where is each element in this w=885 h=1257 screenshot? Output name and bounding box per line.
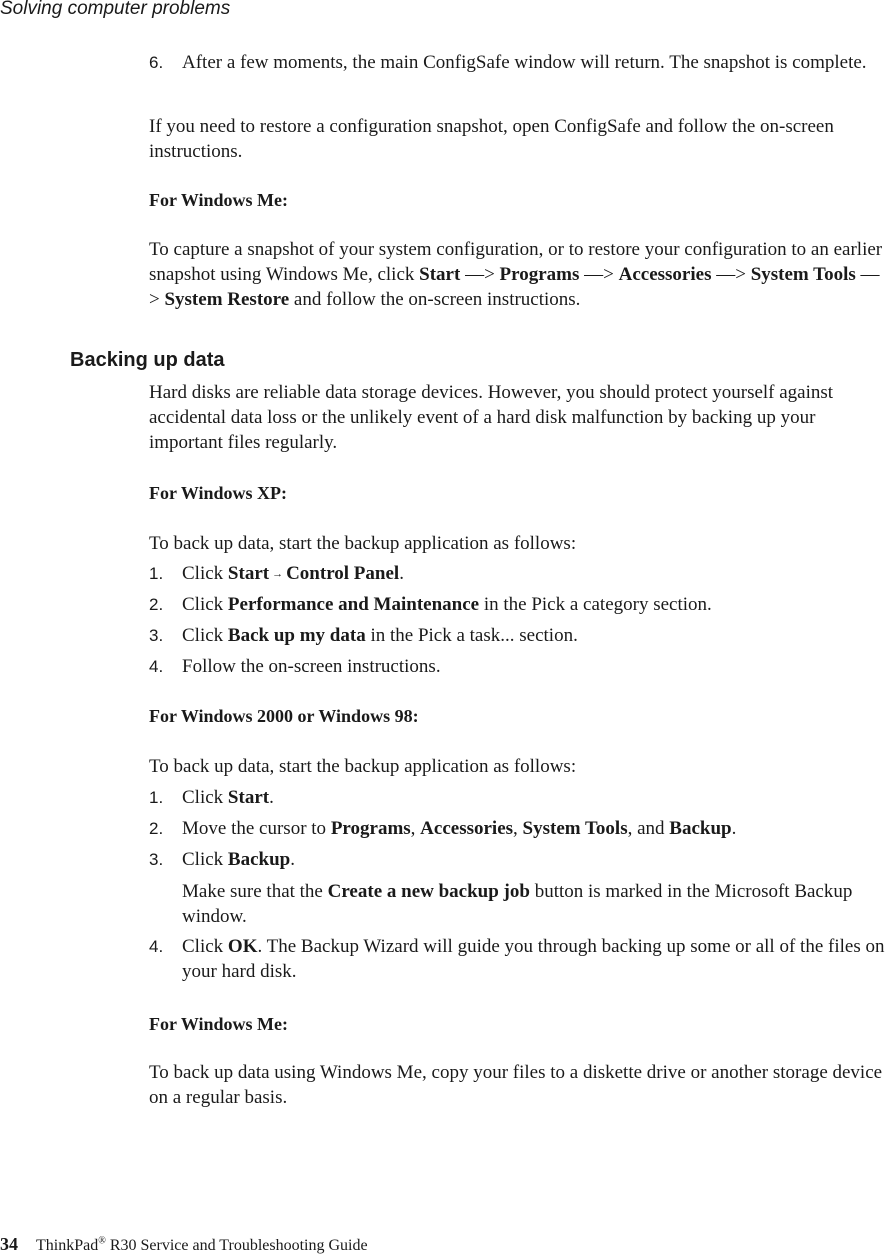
bold-programs: Programs bbox=[499, 264, 580, 285]
restore-note: If you need to restore a configuration snapshot, open ConfigSafe and follow the on-screen instructions. bbox=[149, 116, 834, 162]
backup-intro-paragraph: Hard disks are reliable data storage devices. However, you should protect yourself against accidental data loss or the unlikely event of a hard disk malfunction by backing up your important files regularly. bbox=[149, 382, 834, 453]
footer-brand: ThinkPad bbox=[36, 1237, 99, 1254]
page-number: 34 bbox=[0, 1234, 18, 1254]
bold-system-tools: System Tools bbox=[750, 264, 856, 285]
section-heading: Backing up data bbox=[70, 349, 225, 371]
label-windows-xp: For Windows XP: bbox=[149, 483, 288, 503]
running-head: Solving computer problems bbox=[0, 0, 231, 19]
label-windows-me-2: For Windows Me: bbox=[149, 1014, 289, 1034]
bold-start: Start bbox=[419, 264, 461, 285]
bold-system-restore: System Restore bbox=[164, 289, 290, 310]
windows-me-backup-paragraph: To back up data using Windows Me, copy your files to a diskette drive or another storage device on a regular basis. bbox=[149, 1062, 883, 1108]
list-text: After a few moments, the main ConfigSafe window will return. The snapshot is complete. bbox=[182, 52, 867, 73]
windows-2000-intro: To back up data, start the backup application as follows: bbox=[149, 756, 577, 777]
registered-mark: ® bbox=[98, 1235, 106, 1247]
arrow-icon: → bbox=[272, 568, 284, 580]
windows-xp-intro: To back up data, start the backup application as follows: bbox=[149, 533, 577, 554]
page-footer bbox=[0, 1234, 368, 1255]
list-number: 6. bbox=[149, 53, 164, 72]
bold-accessories: Accessories bbox=[618, 264, 712, 285]
windows-me-restore-paragraph: To capture a snapshot of your system configuration, or to restore your configuration to an earlier snapshot using Windows Me, click Start —> Programs —> Accessories —> System Tools —> System Restore and follow the on-screen instructions. bbox=[149, 239, 883, 310]
w2k-step-3-note: Make sure that the Create a new backup job button is marked in the Microsoft Backup window. bbox=[182, 881, 853, 927]
footer-title: R30 Service and Troubleshooting Guide bbox=[105, 1237, 368, 1254]
label-windows-me: For Windows Me: bbox=[149, 190, 289, 210]
label-windows-2000-98: For Windows 2000 or Windows 98: bbox=[149, 706, 419, 726]
